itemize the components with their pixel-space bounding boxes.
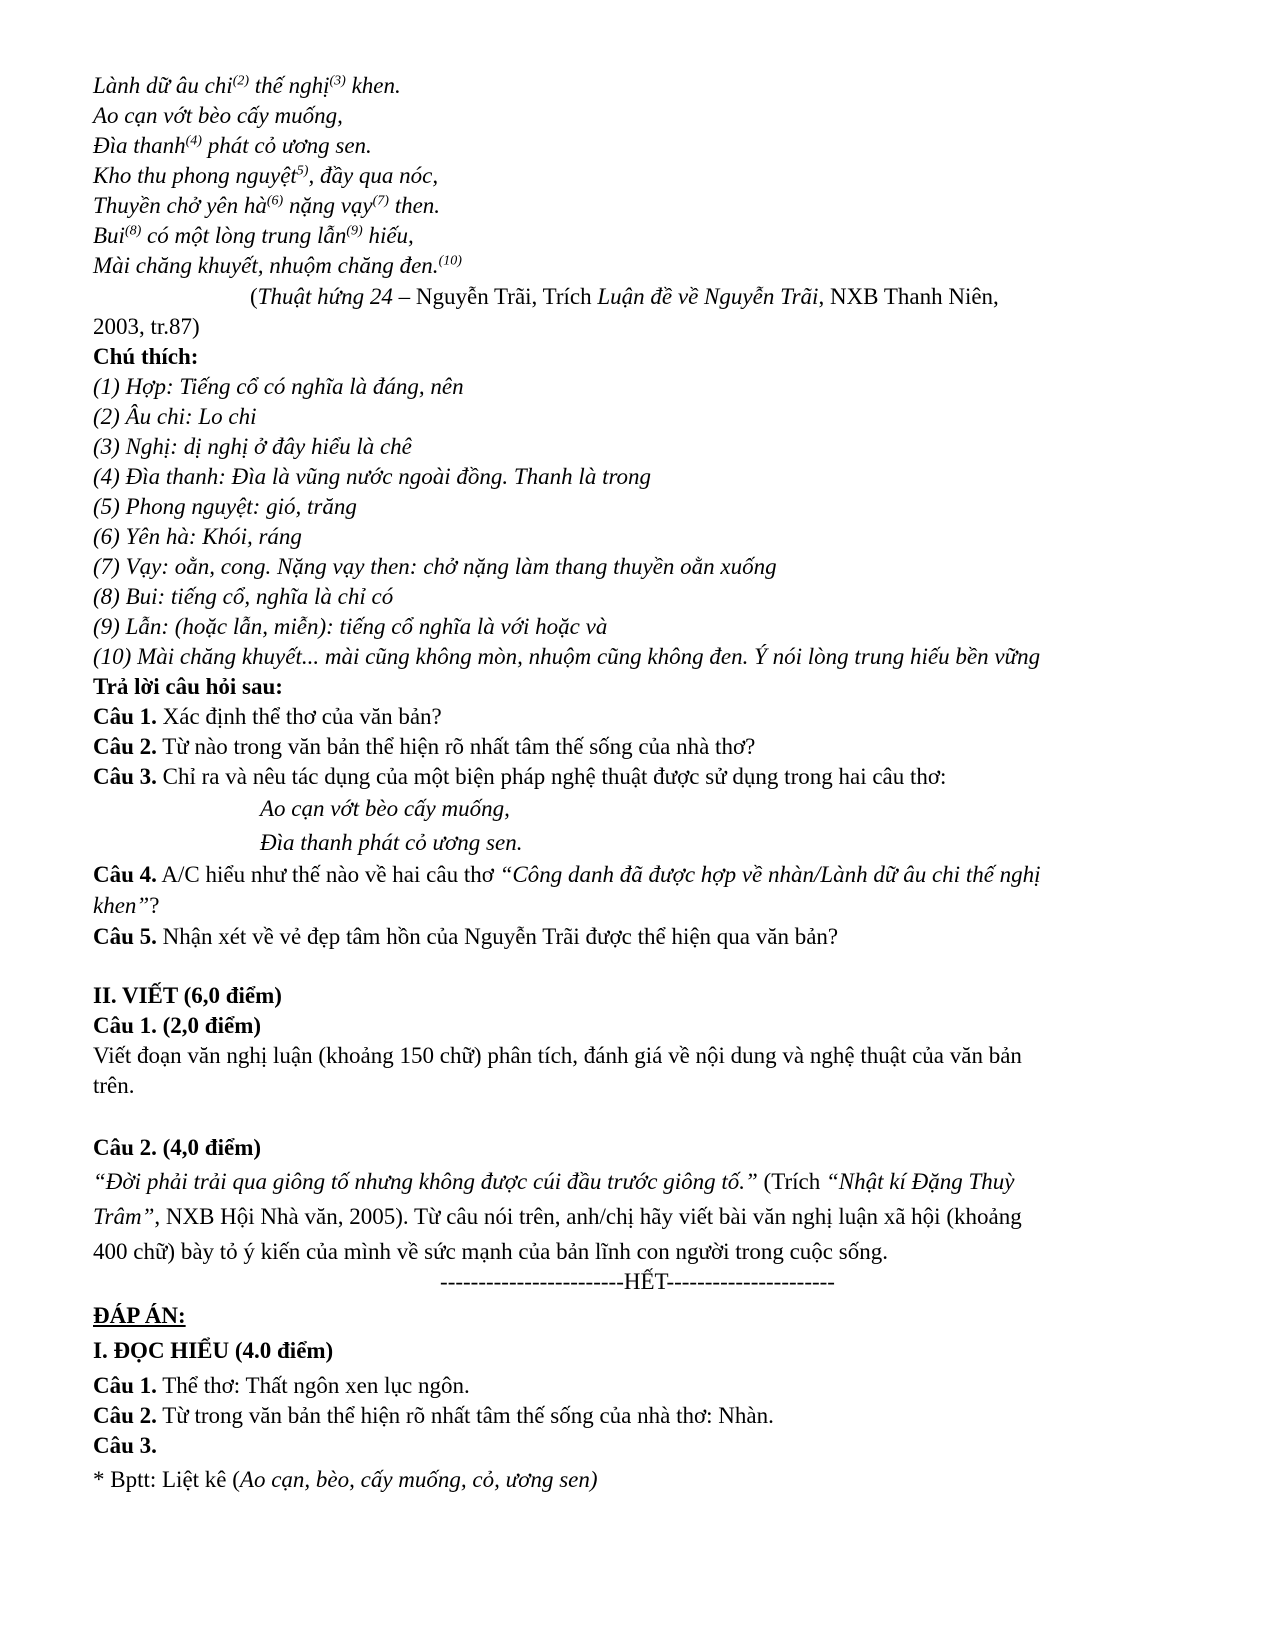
note-item: (6) Yên hà: Khói, ráng: [93, 524, 302, 549]
poem-line-6: Bui$^{(8)}$ có một lòng trung lẫn$^{(9)}$ hiếu,: [93, 223, 414, 248]
end-marker: ------------------------HẾT----------------------: [440, 1269, 835, 1294]
question-4-line-2: khen”?: [93, 893, 160, 918]
writing-question-1-text-2: trên.: [93, 1073, 135, 1098]
question-3-verse-1: Ao cạn vớt bèo cấy muống,: [260, 796, 510, 821]
poem-line-2: Ao cạn vớt bèo cấy muống,: [93, 103, 343, 128]
note-item: (4) Đìa thanh: Đìa là vũng nước ngoài đồng. Thanh là trong: [93, 464, 652, 489]
answer-2: Câu 2. Từ trong văn bản thể hiện rõ nhất tâm thế sống của nhà thơ: Nhàn.: [93, 1403, 774, 1428]
question-5: Câu 5. Nhận xét về vẻ đẹp tâm hồn của Nguyễn Trãi được thể hiện qua văn bản?: [93, 924, 839, 949]
answer-1: Câu 1. Thể thơ: Thất ngôn xen lục ngôn.: [93, 1373, 470, 1398]
writing-question-2-line-2: Trâm”, NXB Hội Nhà văn, 2005). Từ câu nói trên, anh/chị hãy viết bài văn nghị luận xã hội (khoảng: [93, 1204, 1022, 1229]
question-4: Câu 4. A/C hiểu như thế nào về hai câu thơ “Công danh đã được hợp về nhàn/Lành dữ âu chi thế nghị: [93, 862, 1041, 887]
questions-heading: Trả lời câu hỏi sau:: [93, 674, 283, 699]
writing-question-2-line-1: “Đời phải trải qua giông tố nhưng không được cúi đầu trước giông tố.” (Trích “Nhật kí Đặng Thuỳ: [93, 1169, 1015, 1194]
writing-question-2-label: Câu 2. (4,0 điểm): [93, 1135, 262, 1160]
writing-question-2-line-3: 400 chữ) bày tỏ ý kiến của mình về sức mạnh của bản lĩnh con người trong cuộc sống.: [93, 1239, 888, 1264]
note-item: (2) Âu chi: Lo chi: [93, 404, 257, 429]
answers-section-heading: I. ĐỌC HIỂU (4.0 điểm): [93, 1338, 334, 1363]
notes-heading: Chú thích:: [93, 344, 199, 369]
answer-3-bptt: * Bptt: Liệt kê (Ao cạn, bèo, cấy muống, cỏ, ương sen): [93, 1467, 598, 1492]
question-1: Câu 1. Xác định thể thơ của văn bản?: [93, 704, 442, 729]
poem-line-7: Mài chăng khuyết, nhuộm chăng đen.$^{(10)}$: [93, 253, 462, 278]
answers-heading: ĐÁP ÁN:: [93, 1303, 186, 1328]
writing-heading: II. VIẾT (6,0 điểm): [93, 983, 282, 1008]
note-item: (7) Vạy: oằn, cong. Nặng vạy then: chở nặng làm thang thuyền oằn xuống: [93, 554, 777, 579]
note-item: (9) Lẫn: (hoặc lẫn, miễn): tiếng cổ nghĩa là với hoặc và: [93, 614, 608, 639]
note-item: (10) Mài chăng khuyết... mài cũng không mòn, nhuộm cũng không đen. Ý nói lòng trung hiếu bền vững: [93, 644, 1041, 669]
poem-line-3: Đìa thanh$^{(4)}$ phát cỏ ương sen.: [93, 133, 372, 158]
poem-line-4: Kho thu phong nguyệt$^{5)}$, đầy qua nóc,: [93, 163, 439, 188]
poem-line-1: Lành dữ âu chi$^{(2)}$ thế nghị$^{(3)}$ khen.: [93, 73, 401, 98]
question-3-verse-2: Đìa thanh phát cỏ ương sen.: [260, 830, 523, 855]
note-item: (8) Bui: tiếng cổ, nghĩa là chỉ có: [93, 584, 394, 609]
question-3: Câu 3. Chỉ ra và nêu tác dụng của một biện pháp nghệ thuật được sử dụng trong hai câu thơ:: [93, 764, 947, 789]
poem-source: (Thuật hứng 24 – Nguyễn Trãi, Trích Luận đề về Nguyễn Trãi, NXB Thanh Niên,: [250, 284, 999, 309]
answer-3-label: Câu 3.: [93, 1433, 157, 1458]
poem-source-line-2: 2003, tr.87): [93, 314, 200, 339]
poem-line-5: Thuyền chở yên $hà^{(6)}$ nặng vạy$^{(7)}$ then.: [93, 193, 441, 218]
note-item: (5) Phong nguyệt: gió, trăng: [93, 494, 357, 519]
writing-question-1-label: Câu 1. (2,0 điểm): [93, 1013, 262, 1038]
note-item: (3) Nghị: dị nghị ở đây hiểu là chê: [93, 434, 412, 459]
note-item: (1) Hợp: Tiếng cổ có nghĩa là đáng, nên: [93, 374, 464, 399]
writing-question-1-text: Viết đoạn văn nghị luận (khoảng 150 chữ) phân tích, đánh giá về nội dung và nghệ thuật của văn bản: [93, 1043, 1022, 1068]
question-2: Câu 2. Từ nào trong văn bản thể hiện rõ nhất tâm thế sống của nhà thơ?: [93, 734, 756, 759]
